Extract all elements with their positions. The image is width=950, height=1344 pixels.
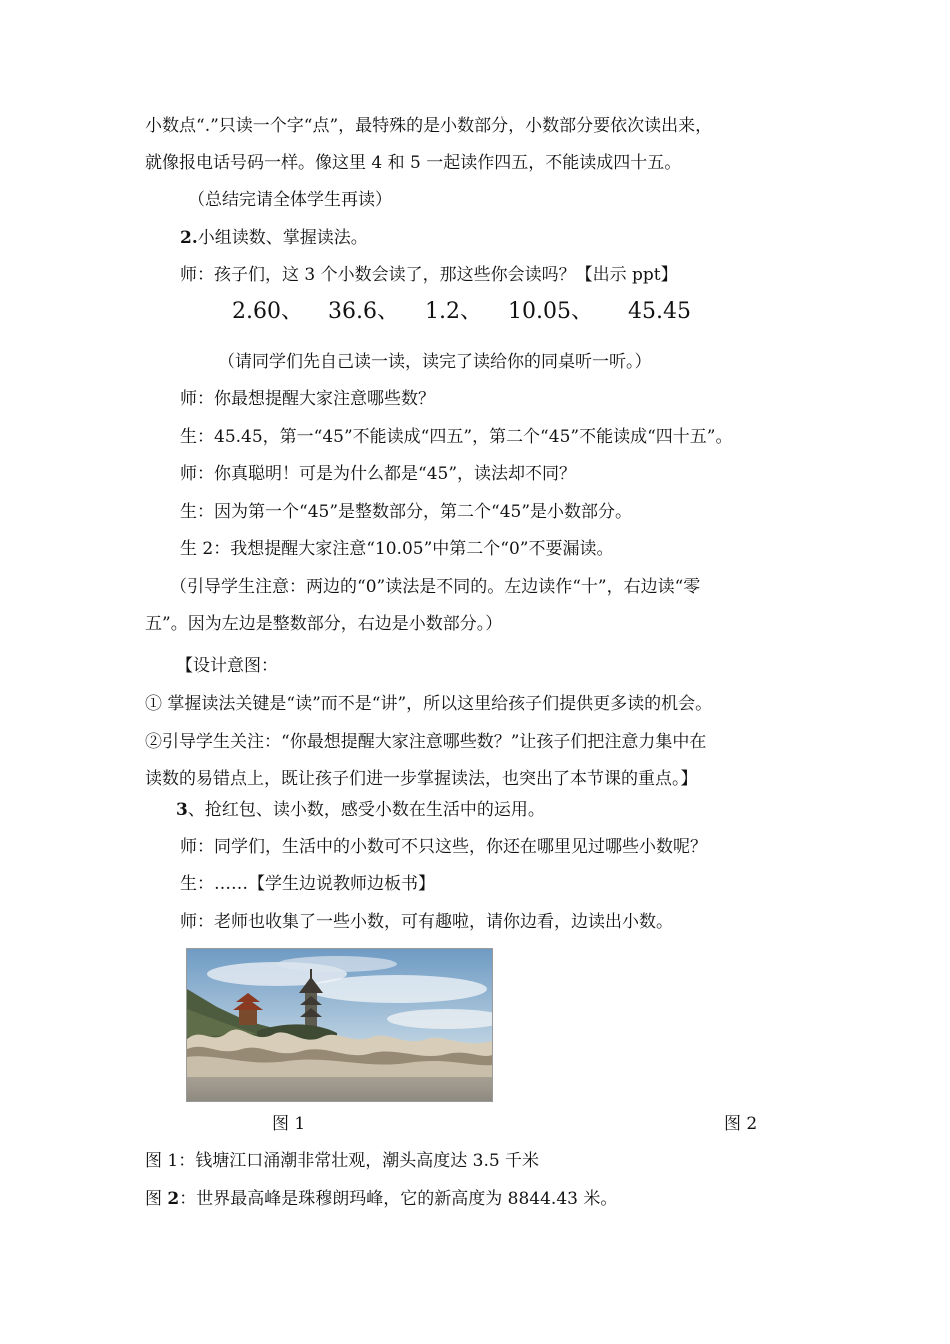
figure-label: 图 2 (724, 1114, 758, 1134)
caption-prefix: 图 (145, 1189, 168, 1209)
dialogue-line: 生 2：我想提醒大家注意“10.05”中第二个“0”不要漏读。 (180, 539, 614, 559)
dialogue-line: 生：……【学生边说教师边板书】 (180, 874, 435, 894)
teaching-note: （请同学们先自己读一读，读完了读给你的同桌听一听。） (218, 352, 652, 372)
design-intent-heading: 【设计意图： (176, 656, 278, 676)
teaching-note: 五”。因为左边是整数部分，右边是小数部分。） (145, 614, 503, 634)
section-heading (176, 799, 545, 821)
figure-caption (145, 1188, 617, 1210)
teaching-note: （引导学生注意：两边的“0”读法是不同的。左边读作“十”，右边读“零 (170, 577, 701, 597)
section-number: 2. (180, 228, 198, 248)
dialogue-line: 师：你真聪明！可是为什么都是“45”，读法却不同？ (180, 464, 577, 484)
decimal-number: 36.6、 (328, 299, 399, 324)
section-number: 3 (176, 800, 188, 820)
section-heading (180, 227, 368, 249)
section-title: 、抢红包、读小数，感受小数在生活中的运用。 (187, 800, 545, 820)
decimal-number: 45.45 (628, 299, 691, 324)
paragraph-line: 小数点“.”只读一个字“点”，最特殊的是小数部分，小数部分要依次读出来， (145, 116, 713, 136)
design-intent-line: ① 掌握读法关键是“读”而不是“讲”，所以这里给孩子们提供更多读的机会。 (145, 694, 713, 714)
tidal-bore-photo (186, 948, 493, 1102)
figure-label: 图 1 (272, 1114, 306, 1134)
decimal-number: 1.2、 (425, 299, 482, 324)
section-title: 小组读数、掌握读法。 (197, 228, 368, 248)
dialogue-line: 师：同学们，生活中的小数可不只这些，你还在哪里见过哪些小数呢？ (180, 837, 707, 857)
dialogue-line: 师：你最想提醒大家注意哪些数？ (180, 389, 435, 409)
decimal-number: 10.05、 (508, 299, 593, 324)
teaching-note: （总结完请全体学生再读） (188, 190, 392, 210)
paragraph-line: 就像报电话号码一样。像这里 4 和 5 一起读作四五，不能读成四十五。 (145, 153, 682, 173)
dialogue-line: 生：因为第一个“45”是整数部分，第二个“45”是小数部分。 (180, 502, 633, 522)
decimal-number: 2.60、 (232, 299, 303, 324)
figure-caption: 图 1：钱塘江口涌潮非常壮观，潮头高度达 3.5 千米 (145, 1151, 540, 1171)
design-intent-line: 读数的易错点上，既让孩子们进一步掌握读法，也突出了本节课的重点。】 (145, 769, 698, 789)
caption-number: 2 (167, 1189, 180, 1209)
dialogue-line: 生：45.45，第一“45”不能读成“四五”，第二个“45”不能读成“四十五”。 (180, 427, 733, 447)
dialogue-line: 师：孩子们，这 3 个小数会读了，那这些你会读吗？【出示 ppt】 (180, 265, 678, 285)
dialogue-line: 师：老师也收集了一些小数，可有趣啦，请你边看，边读出小数。 (180, 912, 673, 932)
caption-text: ：世界最高峰是珠穆朗玛峰，它的新高度为 8844.43 米。 (179, 1189, 618, 1209)
design-intent-line: ②引导学生关注：“你最想提醒大家注意哪些数？”让孩子们把注意力集中在 (145, 732, 707, 752)
